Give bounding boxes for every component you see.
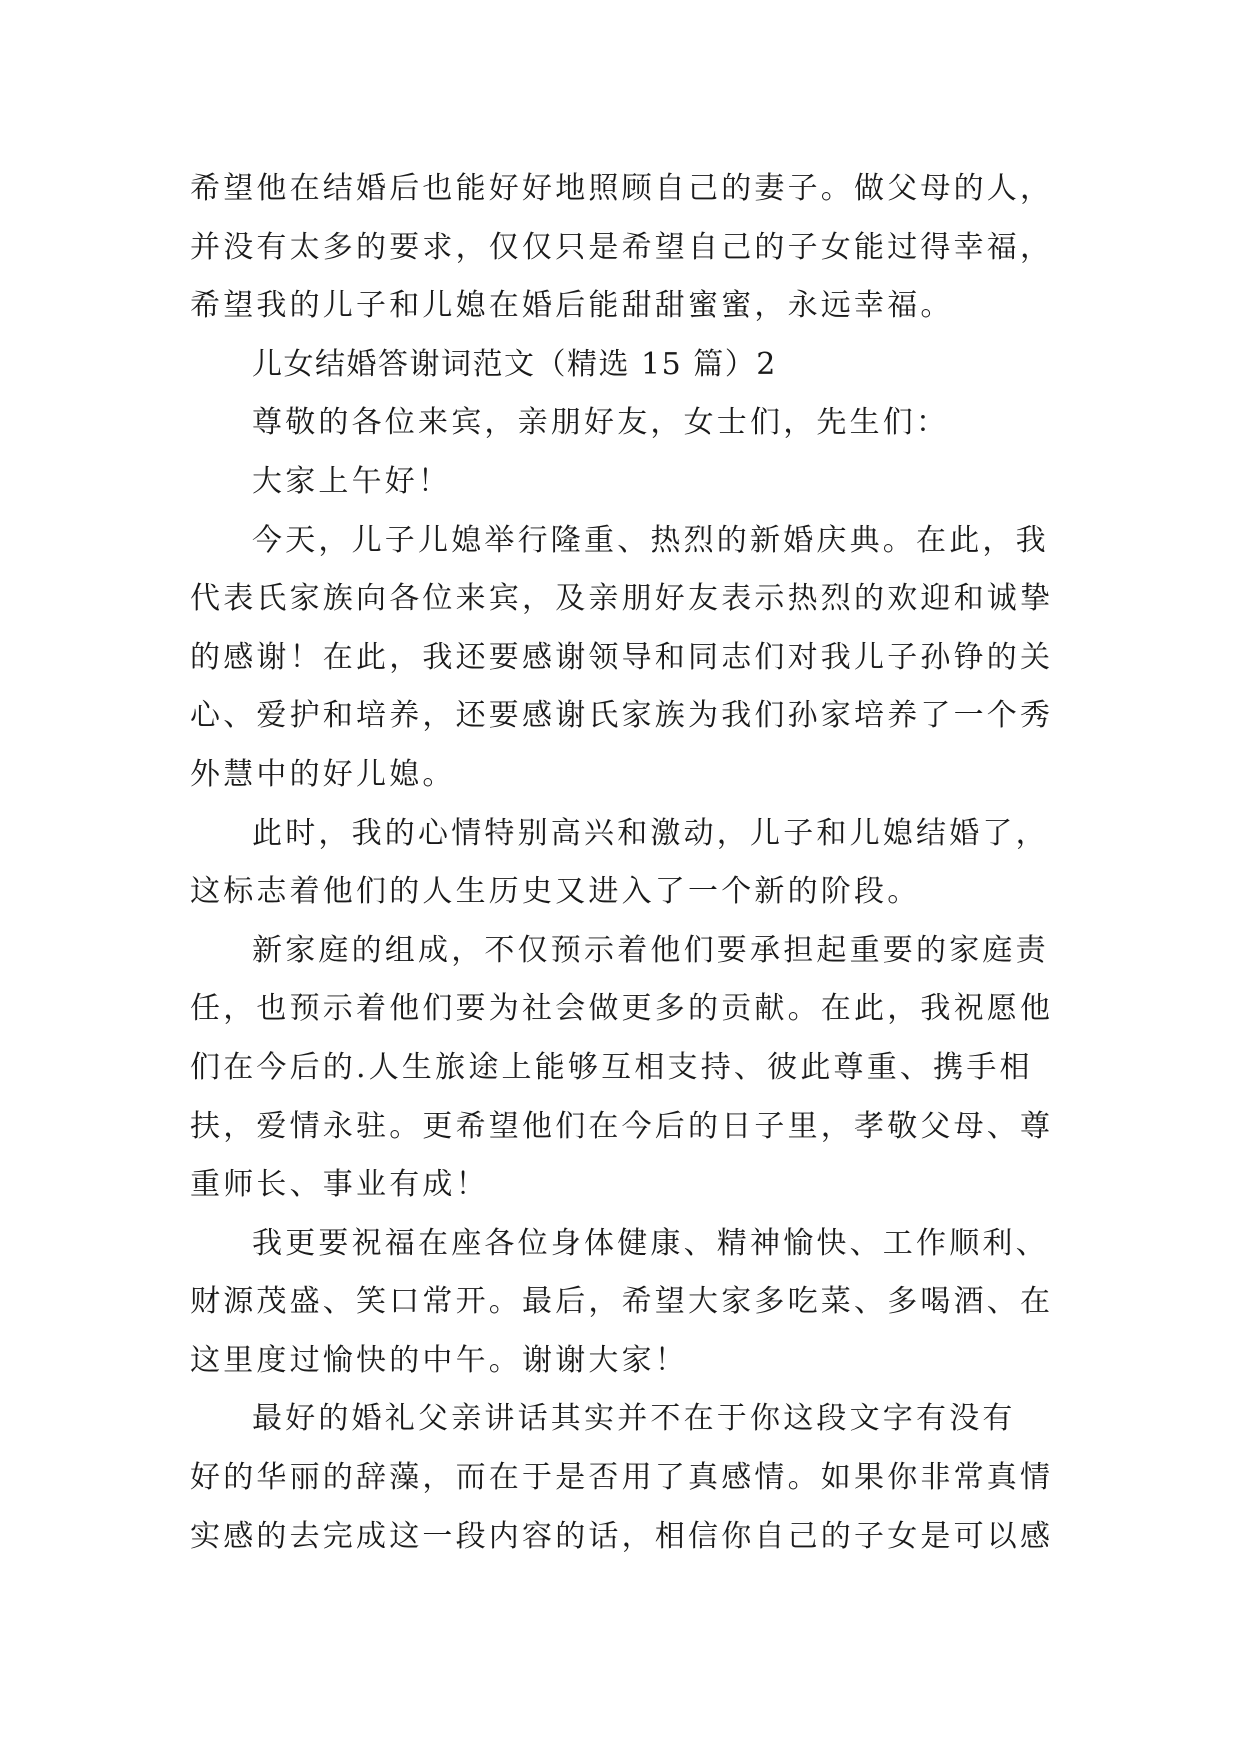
text-line: 代表氏家族向各位来宾，及亲朋好友表示热烈的欢迎和诚挚 (190, 581, 1054, 617)
text-line: 这里度过愉快的中午。谢谢大家！ (190, 1342, 688, 1378)
text-line: 任，也预示着他们要为社会做更多的贡献。在此，我祝愿他 (190, 991, 1054, 1027)
text-line: 希望他在结婚后也能好好地照顾自己的妻子。做父母的人， (190, 171, 1054, 206)
text-line: 扶，爱情永驻。更希望他们在今后的日子里，孝敬父母、尊 (190, 1108, 1054, 1144)
text-line: 心、爱护和培养，还要感谢氏家族为我们孙家培养了一个秀 (190, 698, 1054, 734)
text-line: 今天，儿子儿媳举行隆重、热烈的新婚庆典。在此，我 (252, 522, 1049, 558)
document-body (190, 160, 1060, 1566)
text-line: 大家上午好！ (252, 463, 452, 499)
text-line: 们在今后的.人生旅途上能够互相支持、彼此尊重、携手相 (190, 1049, 1033, 1085)
text-line: 好的华丽的辞藻，而在于是否用了真感情。如果你非常真情 (190, 1460, 1054, 1496)
text-line: 希望我的儿子和儿媳在婚后能甜甜蜜蜜，永远幸福。 (190, 288, 954, 324)
text-line: 这标志着他们的人生历史又进入了一个新的阶段。 (190, 874, 921, 910)
text-line: 的感谢！在此，我还要感谢领导和同志们对我儿子孙铮的关 (190, 639, 1054, 675)
section-heading: 儿女结婚答谢词范文（精选 15 篇）2 (252, 346, 777, 382)
text-line: 此时，我的心情特别高兴和激动，儿子和儿媳结婚了， (252, 815, 1049, 851)
text-line: 重师长、事业有成！ (190, 1167, 489, 1203)
text-line: 新家庭的组成，不仅预示着他们要承担起重要的家庭责 (252, 932, 1049, 968)
text-line: 实感的去完成这一段内容的话，相信你自己的子女是可以感 (190, 1518, 1054, 1554)
text-line: 最好的婚礼父亲讲话其实并不在于你这段文字有没有 (252, 1401, 1016, 1437)
text-line: 外慧中的好儿媳。 (190, 756, 456, 792)
text-line: 财源茂盛、笑口常开。最后，希望大家多吃菜、多喝酒、在 (190, 1284, 1054, 1320)
text-line: 并没有太多的要求，仅仅只是希望自己的子女能过得幸福， (190, 229, 1054, 265)
text-line: 尊敬的各位来宾，亲朋好友，女士们，先生们： (252, 405, 950, 441)
text-line: 我更要祝福在座各位身体健康、精神愉快、工作顺利、 (252, 1225, 1049, 1261)
